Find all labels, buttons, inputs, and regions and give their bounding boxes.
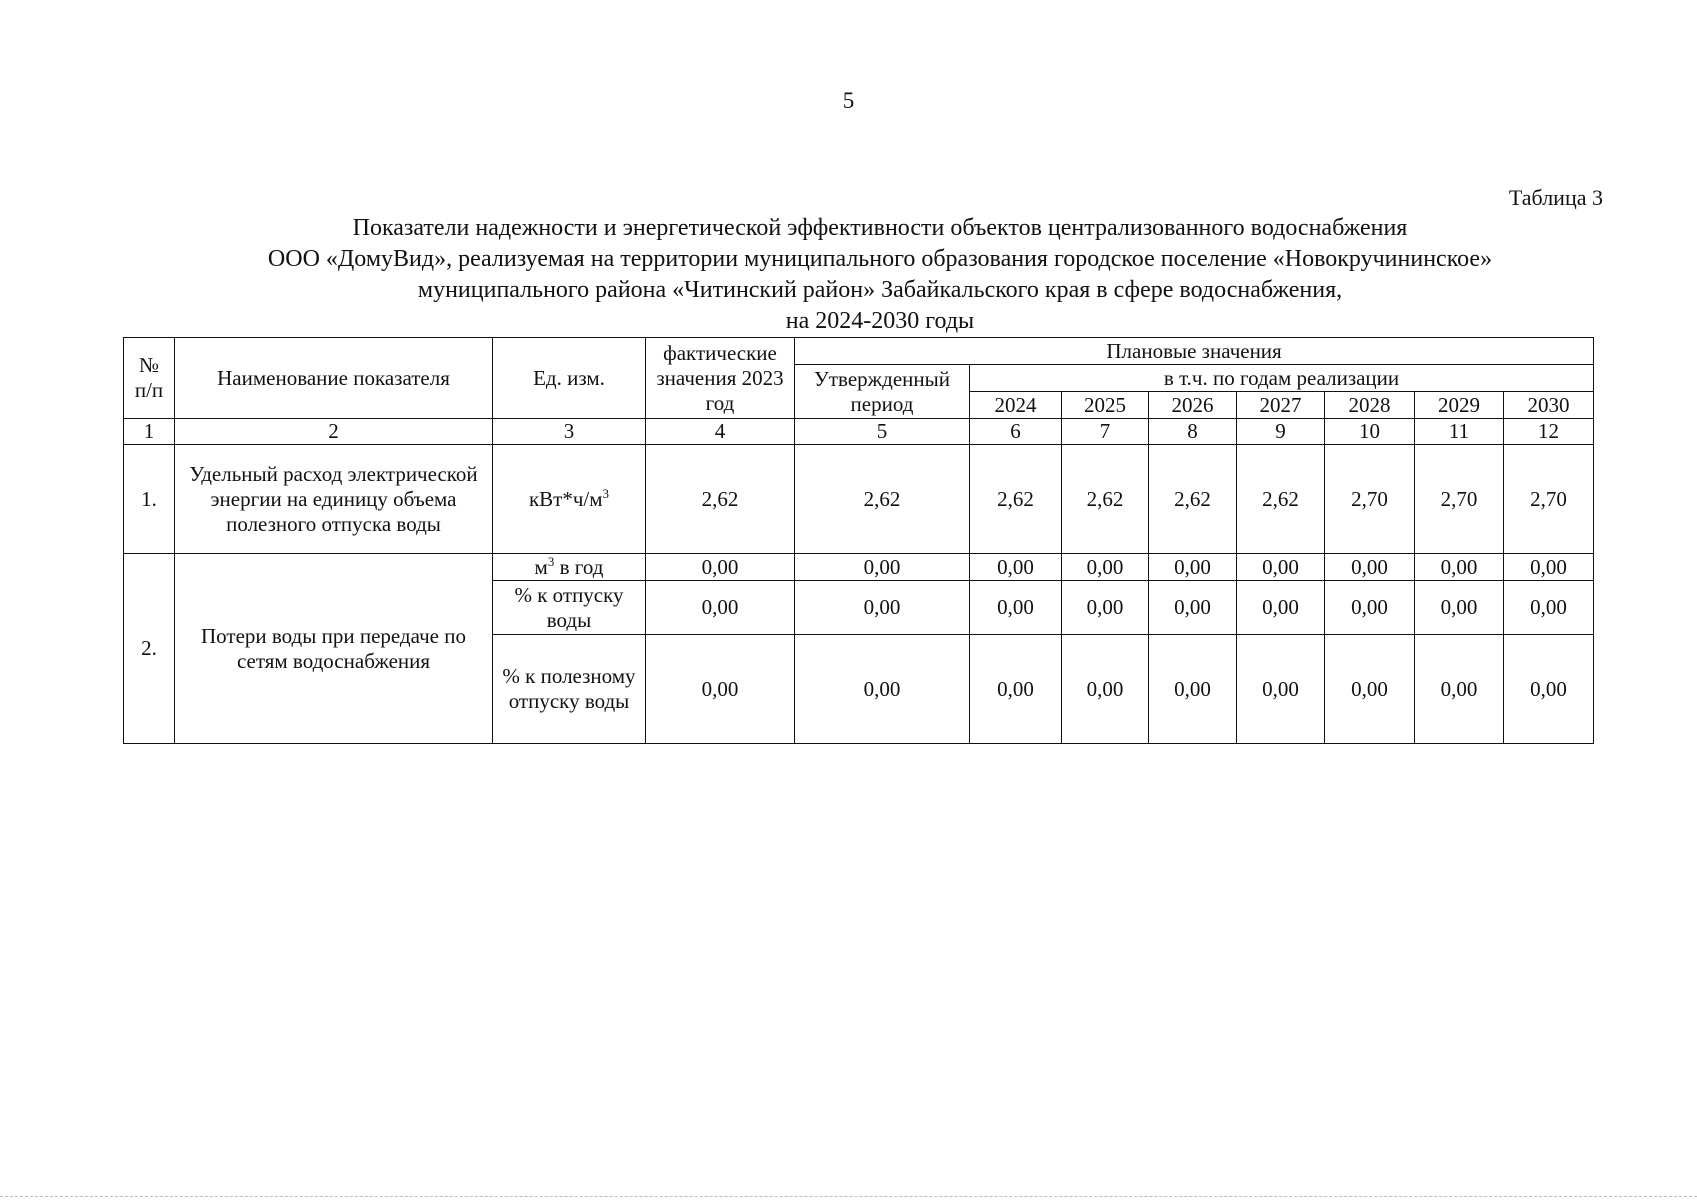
indicator-unit: % к отпуску воды (493, 581, 646, 635)
year-value: 0,00 (1504, 554, 1594, 581)
row-number: 2. (124, 554, 175, 744)
year-value: 0,00 (970, 554, 1062, 581)
column-number: 3 (493, 419, 646, 445)
unit-text-rest: в год (554, 554, 604, 579)
scan-edge-line (0, 1196, 1697, 1198)
year-value: 0,00 (1504, 635, 1594, 744)
actual-value: 0,00 (646, 635, 795, 744)
unit-superscript: 3 (602, 485, 610, 501)
actual-value: 0,00 (646, 581, 795, 635)
year-value: 0,00 (1149, 581, 1237, 635)
year-value: 0,00 (1325, 554, 1415, 581)
header-year: 2028 (1325, 392, 1415, 419)
approved-value: 0,00 (795, 581, 970, 635)
year-value: 0,00 (970, 581, 1062, 635)
column-number: 2 (175, 419, 493, 445)
indicator-name: Потери воды при передаче по сетям водоснабжения (175, 554, 493, 744)
unit-superscript: 3 (547, 553, 555, 569)
column-number: 11 (1415, 419, 1504, 445)
year-value: 0,00 (1415, 581, 1504, 635)
page-number: 5 (842, 88, 855, 113)
year-value: 0,00 (1149, 635, 1237, 744)
year-value: 0,00 (1237, 581, 1325, 635)
header-name: Наименование показателя (175, 338, 493, 419)
header-num: № п/п (124, 338, 175, 419)
row-number: 1. (124, 445, 175, 554)
column-number: 7 (1062, 419, 1149, 445)
column-number: 1 (124, 419, 175, 445)
year-value: 0,00 (1062, 635, 1149, 744)
header-unit: Ед. изм. (493, 338, 646, 419)
indicator-unit (493, 554, 646, 581)
header-year: 2029 (1415, 392, 1504, 419)
header-planned: Плановые значения (795, 338, 1594, 365)
title-line: Показатели надежности и энергетической эффективности объектов централизованного водоснабжения (352, 215, 1408, 241)
header-year: 2024 (970, 392, 1062, 419)
table-row (124, 554, 1594, 581)
year-value: 0,00 (1504, 581, 1594, 635)
year-value: 2,62 (970, 445, 1062, 554)
column-number: 8 (1149, 419, 1237, 445)
year-value: 2,70 (1415, 445, 1504, 554)
year-value: 0,00 (1237, 635, 1325, 744)
year-value: 0,00 (1325, 581, 1415, 635)
year-value: 0,00 (1237, 554, 1325, 581)
indicator-unit (493, 445, 646, 554)
year-value: 2,62 (1062, 445, 1149, 554)
year-value: 0,00 (1325, 635, 1415, 744)
year-value: 2,70 (1325, 445, 1415, 554)
header-approved: Утвержденный период (795, 365, 970, 419)
table-label: Таблица 3 (1508, 185, 1603, 210)
title-line: на 2024-2030 годы (785, 308, 975, 334)
actual-value: 2,62 (646, 445, 795, 554)
approved-value: 0,00 (795, 635, 970, 744)
year-value: 2,62 (1237, 445, 1325, 554)
header-year: 2030 (1504, 392, 1594, 419)
column-number: 12 (1504, 419, 1594, 445)
table-title (150, 213, 1610, 337)
indicator-unit: % к полезному отпуску воды (493, 635, 646, 744)
year-value: 0,00 (1415, 635, 1504, 744)
year-value: 2,70 (1504, 445, 1594, 554)
year-value: 0,00 (1062, 581, 1149, 635)
year-value: 0,00 (970, 635, 1062, 744)
header-actual: фактические значения 2023 год (646, 338, 795, 419)
header-by-years: в т.ч. по годам реализации (970, 365, 1594, 392)
year-value: 0,00 (1062, 554, 1149, 581)
column-number: 10 (1325, 419, 1415, 445)
column-number: 6 (970, 419, 1062, 445)
header-year: 2027 (1237, 392, 1325, 419)
header-year: 2026 (1149, 392, 1237, 419)
approved-value: 2,62 (795, 445, 970, 554)
title-line: ООО «ДомуВид», реализуемая на территории муниципального образования городское поселение «Новокручининское» (267, 246, 1493, 272)
year-value: 2,62 (1149, 445, 1237, 554)
indicator-name: Удельный расход электрической энергии на единицу объема полезного отпуска воды (175, 445, 493, 554)
indicators-table (123, 337, 1594, 744)
unit-text: кВт*ч/м (528, 486, 603, 511)
title-line: муниципального района «Читинский район» Забайкальского края в сфере водоснабжения, (417, 277, 1343, 303)
year-value: 0,00 (1149, 554, 1237, 581)
column-number: 4 (646, 419, 795, 445)
column-number: 5 (795, 419, 970, 445)
year-value: 0,00 (1415, 554, 1504, 581)
approved-value: 0,00 (795, 554, 970, 581)
column-number: 9 (1237, 419, 1325, 445)
header-year: 2025 (1062, 392, 1149, 419)
table-row (124, 445, 1594, 554)
actual-value: 0,00 (646, 554, 795, 581)
unit-text: м (534, 554, 548, 579)
